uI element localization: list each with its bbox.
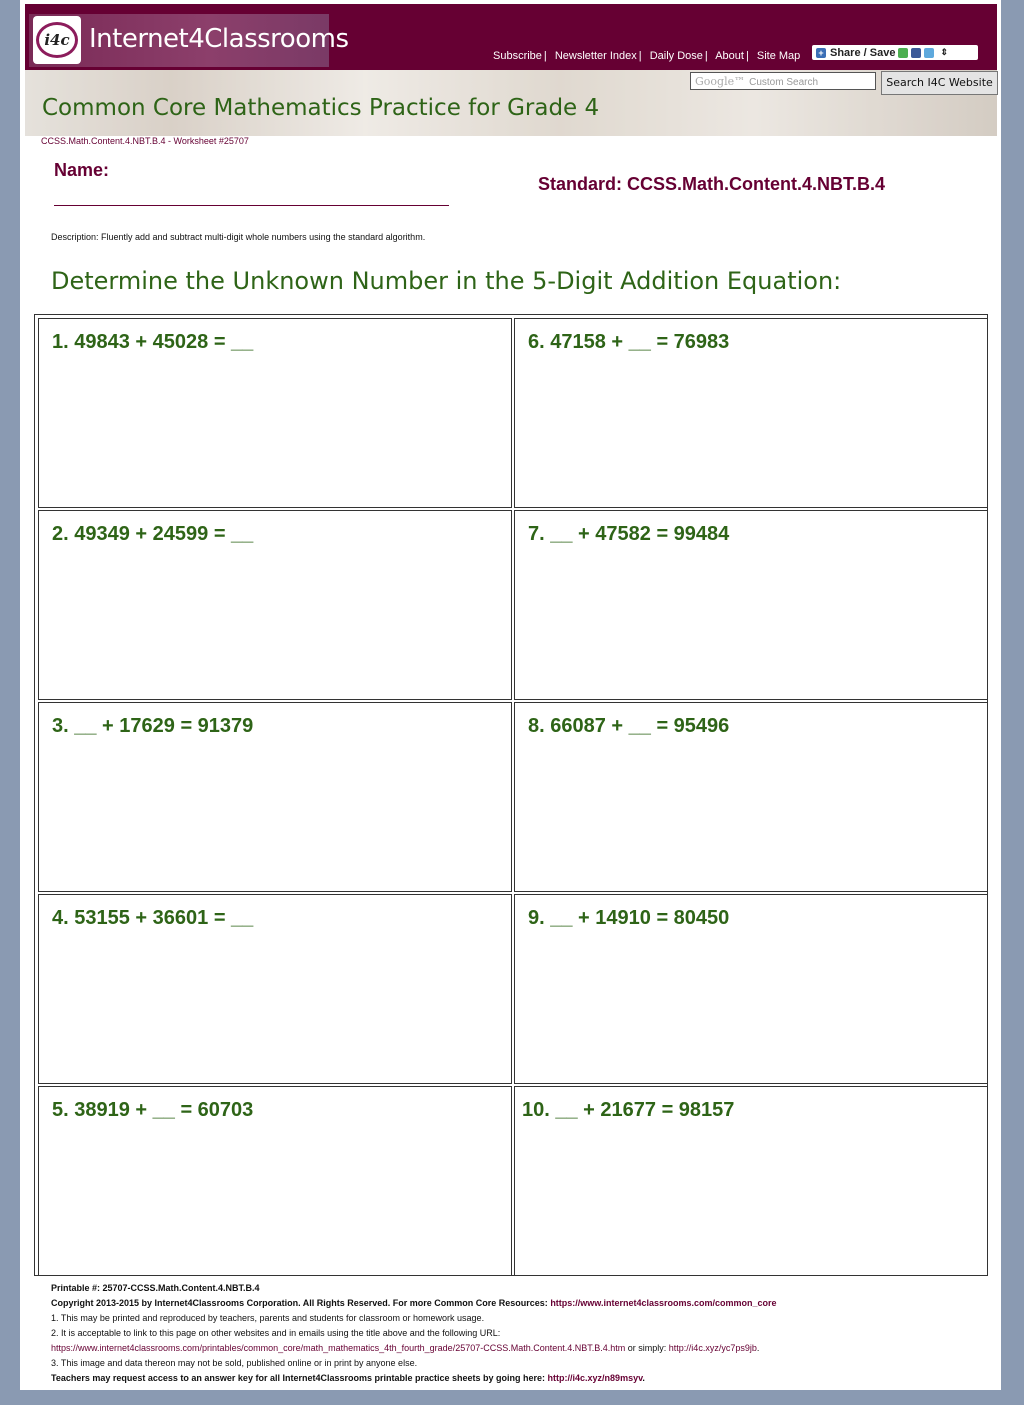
- problem-cell: [514, 1086, 988, 1276]
- nav-subscribe[interactable]: Subscribe: [493, 50, 542, 62]
- email-share-icon: [898, 48, 908, 58]
- problem-text: 1. 49843 + 45028 = __: [52, 331, 254, 353]
- problem-cell: [38, 1086, 512, 1276]
- answer-key-link[interactable]: http://i4c.xyz/n89msyv: [547, 1373, 643, 1383]
- description: Description: Fluently add and subtract multi-digit whole numbers using the standard algorithm.: [51, 232, 426, 242]
- share-save-label: Share / Save: [830, 46, 896, 59]
- standard-label: Standard: CCSS.Math.Content.4.NBT.B.4: [538, 174, 886, 194]
- note-2-or: or simply:: [625, 1343, 669, 1353]
- worksheet-heading: Determine the Unknown Number in the 5-Digit Addition Equation:: [51, 267, 842, 295]
- nav-site-map[interactable]: Site Map: [756, 50, 801, 62]
- problem-text: 3. __ + 17629 = 91379: [52, 715, 254, 737]
- problem-text: 6. 47158 + __ = 76983: [528, 331, 730, 353]
- problem-cell: [514, 318, 988, 508]
- name-label: Name:: [54, 160, 110, 180]
- problem-grid: [34, 314, 988, 1276]
- nav-separator: |: [704, 50, 708, 62]
- problem-cell: [38, 702, 512, 892]
- up-down-arrows-icon: ⇕: [940, 47, 948, 57]
- problem-text: 9. __ + 14910 = 80450: [528, 907, 730, 929]
- common-core-link[interactable]: https://www.internet4classrooms.com/common_core: [550, 1298, 777, 1308]
- logo-text: Internet4Classrooms: [89, 24, 349, 54]
- name-blank-line: [54, 205, 449, 206]
- page-title: Common Core Mathematics Practice for Grade 4: [42, 95, 600, 121]
- footer: [51, 1281, 991, 1386]
- site-logo[interactable]: [29, 14, 349, 67]
- copyright-line: [51, 1296, 991, 1311]
- problem-cell: [514, 510, 988, 700]
- short-url-link[interactable]: http://i4c.xyz/yc7ps9jb: [668, 1343, 757, 1353]
- printable-number: Printable #: 25707-CCSS.Math.Content.4.NBT.B.4: [51, 1283, 260, 1293]
- problem-cell: [38, 318, 512, 508]
- facebook-icon: [911, 48, 921, 58]
- breadcrumb: CCSS.Math.Content.4.NBT.B.4 - Worksheet #25707: [41, 136, 249, 146]
- nav-separator: |: [745, 50, 749, 62]
- nav-newsletter-index[interactable]: Newsletter Index: [554, 50, 637, 62]
- note-1: 1. This may be printed and reproduced by teachers, parents and students for classroom or homework usage.: [51, 1313, 485, 1323]
- problem-text: 8. 66087 + __ = 95496: [528, 715, 730, 737]
- problem-cell: [38, 894, 512, 1084]
- twitter-icon: [924, 48, 934, 58]
- nav-separator: |: [543, 50, 547, 62]
- problem-text: 7. __ + 47582 = 99484: [528, 523, 730, 545]
- problem-text: 5. 38919 + __ = 60703: [52, 1099, 254, 1121]
- page: [20, 0, 1001, 1390]
- google-logo: Google™: [695, 75, 746, 88]
- problem-text: 2. 49349 + 24599 = __: [52, 523, 254, 545]
- problem-text: 4. 53155 + 36601 = __: [52, 907, 254, 929]
- problem-cell: [38, 510, 512, 700]
- nav-daily-dose[interactable]: Daily Dose: [649, 50, 703, 62]
- plus-icon: +: [816, 48, 826, 58]
- copyright-text: Copyright 2013-2015 by Internet4Classrooms Corporation. All Rights Reserved. For more Common Core Resources:: [51, 1298, 548, 1308]
- problem-cell: [514, 894, 988, 1084]
- search-input[interactable]: [690, 72, 876, 90]
- logo-badge-icon: i4c: [33, 16, 81, 64]
- nav-separator: |: [638, 50, 642, 62]
- period: .: [756, 1343, 760, 1353]
- note-2-urls: [51, 1341, 991, 1356]
- search-placeholder: Custom Search: [749, 77, 819, 88]
- share-save-button[interactable]: [812, 45, 978, 60]
- note-2: 2. It is acceptable to link to this page on other websites and in emails using the title above and the following URL:: [51, 1328, 501, 1338]
- nav-about[interactable]: About: [715, 50, 744, 62]
- note-3: 3. This image and data thereon may not be sold, published online or in print by anyone else.: [51, 1358, 418, 1368]
- problem-cell: [514, 702, 988, 892]
- problem-text: 10. __ + 21677 = 98157: [522, 1099, 735, 1121]
- worksheet-url-link[interactable]: https://www.internet4classrooms.com/printables/common_core/math_mathematics_4th_fourth_grade/25707-CCSS.Math.Content.4.NBT.B.4.htm: [51, 1343, 626, 1353]
- top-nav: [493, 50, 800, 62]
- site-header: [25, 4, 997, 70]
- teachers-text: Teachers may request access to an answer key for all Internet4Classrooms printable practice sheets by going here:: [51, 1373, 546, 1383]
- header-banner: [25, 70, 997, 136]
- teachers-line: [51, 1371, 991, 1386]
- search-button[interactable]: Search I4C Website: [881, 71, 998, 95]
- period: .: [642, 1373, 645, 1383]
